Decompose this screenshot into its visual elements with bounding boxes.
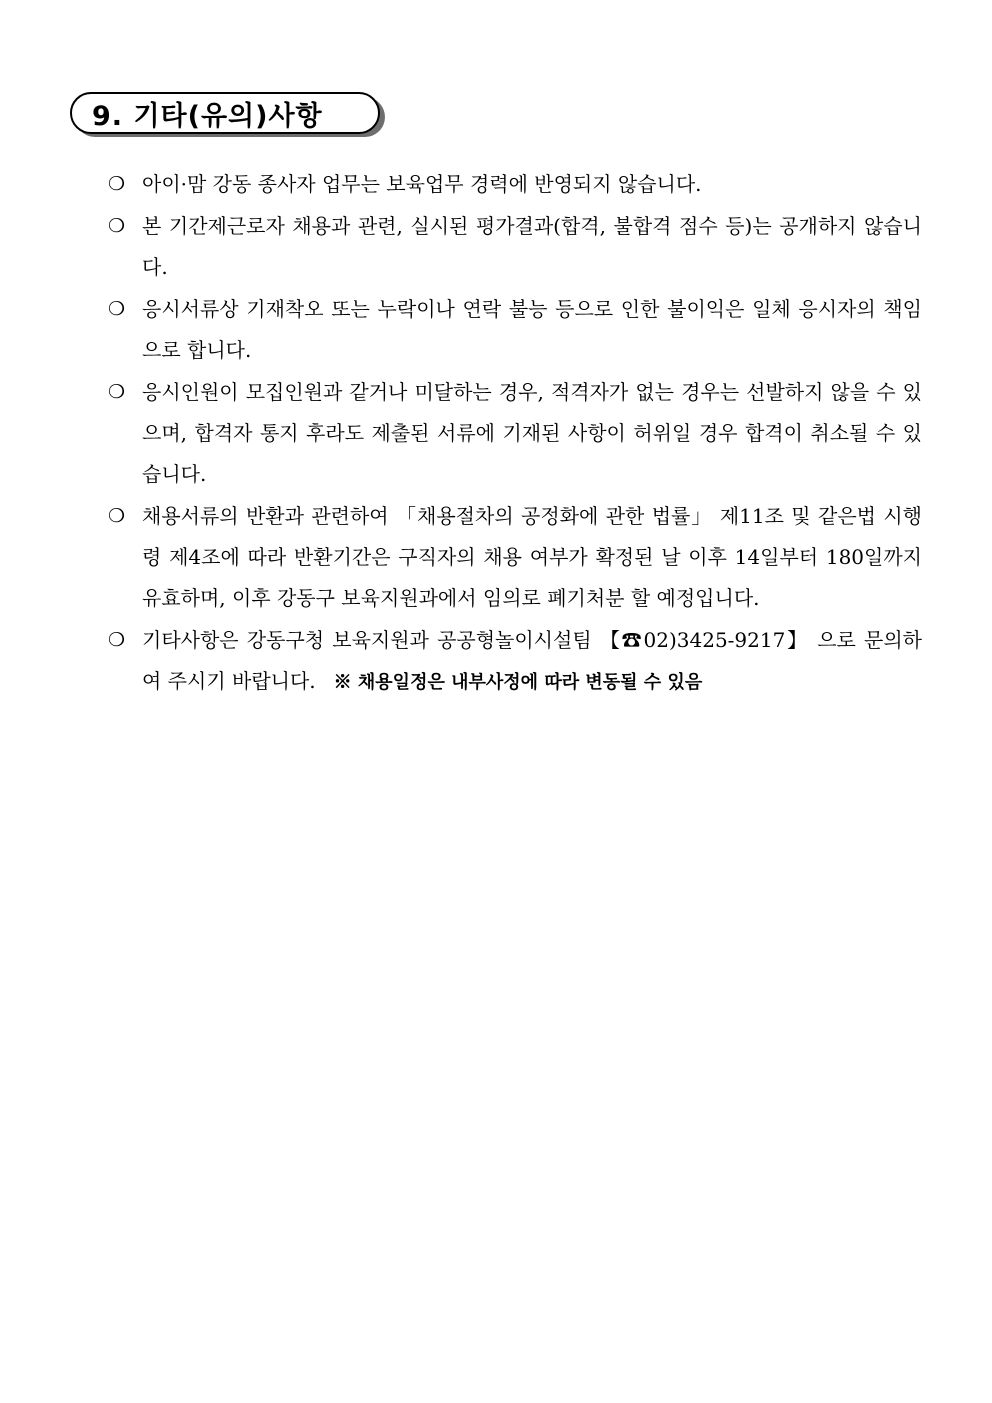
notice-text: 본 기간제근로자 채용과 관련, 실시된 평가결과(합격, 불합격 점수 등)는 공개하지 않습니다.: [142, 214, 922, 279]
circle-bullet-icon: ❍: [108, 381, 126, 403]
notice-item-document-return: [104, 496, 922, 619]
circle-bullet-icon: ❍: [108, 505, 126, 527]
circle-bullet-icon: ❍: [108, 173, 126, 195]
schedule-note: ※ 채용일정은 내부사정에 따라 변동될 수 있음: [333, 672, 703, 693]
section-heading-title: 9. 기타(유의)사항: [92, 100, 323, 132]
circle-bullet-icon: ❍: [108, 215, 126, 237]
notice-text-contact: [142, 620, 922, 703]
notice-item-evaluation: [104, 206, 922, 288]
notice-item-career: [104, 164, 922, 205]
section-heading-box: [70, 92, 388, 140]
contact-text: 기타사항은 강동구청 보육지원과 공공형놀이시설팀 【☎02)3425-9217】 으로 문의하여 주시기 바랍니다.: [142, 628, 922, 693]
section-heading: [70, 92, 380, 134]
circle-bullet-icon: ❍: [108, 298, 126, 320]
notice-item-responsibility: [104, 289, 922, 371]
circle-bullet-icon: ❍: [108, 629, 126, 651]
notice-text: 응시인원이 모집인원과 같거나 미달하는 경우, 적격자가 없는 경우는 선발하지 않을 수 있으며, 합격자 통지 후라도 제출된 서류에 기재된 사항이 허위일 경우 합격이 취소될 수 있습니다.: [142, 380, 922, 486]
notice-text: 채용서류의 반환과 관련하여 「채용절차의 공정화에 관한 법률」 제11조 및 같은법 시행령 제4조에 따라 반환기간은 구직자의 채용 여부가 확정된 날 이후 14일부터 180일까지 유효하며, 이후 강동구 보육지원과에서 임의로 폐기처분 할 예정입니다.: [142, 504, 922, 610]
notice-item-contact: [104, 620, 922, 703]
notice-list: [104, 164, 922, 703]
notice-item-selection: [104, 372, 922, 495]
notice-text: 응시서류상 기재착오 또는 누락이나 연락 불능 등으로 인한 불이익은 일체 응시자의 책임으로 합니다.: [142, 297, 922, 362]
notice-text: 아이·맘 강동 종사자 업무는 보육업무 경력에 반영되지 않습니다.: [142, 172, 702, 196]
